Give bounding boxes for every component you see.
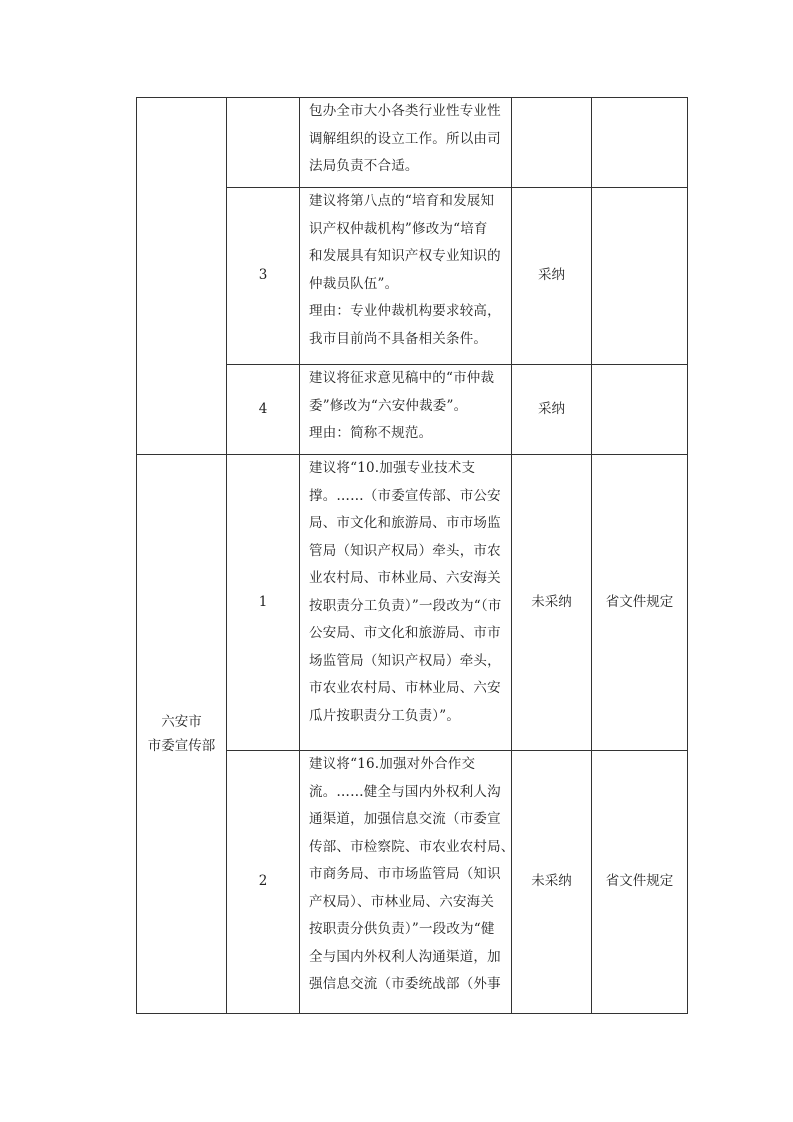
suggestion-line: 建议将“16.加强对外合作交 [309, 756, 476, 772]
suggestion-line: 市农业农村局、市林业局、六安 [309, 680, 501, 696]
department-cell-previous [137, 98, 227, 455]
adoption-result: 采纳 [512, 365, 592, 455]
suggestion-line: 撑。……（市委宣传部、市公安 [309, 487, 501, 504]
non-adoption-reason [592, 365, 688, 455]
suggestion-line: 按职责分供负责）”一段改为“健 [309, 921, 495, 937]
department-name-line: 六安市 [161, 714, 202, 730]
suggestion-line: 场监管局（知识产权局）牵头， [309, 652, 501, 669]
suggestion-cell [300, 365, 512, 455]
table-row [137, 455, 688, 751]
suggestion-line: 管局（知识产权局）牵头，市农 [309, 542, 501, 559]
suggestion-cell [300, 751, 515, 1014]
row-number: 1 [227, 455, 300, 751]
non-adoption-reason: 省文件规定 [592, 455, 688, 751]
suggestion-line: 我市目前尚不具备相关条件。 [309, 330, 488, 347]
suggestion-line: 流。……健全与国内外权利人沟 [309, 783, 501, 800]
adoption-result: 采纳 [512, 188, 592, 365]
suggestion-line: 仲裁员队伍”。 [309, 275, 399, 292]
adoption-result: 未采纳 [512, 751, 592, 1014]
suggestion-line: 理由：专业仲裁机构要求较高， [309, 303, 501, 319]
suggestion-line: 包办全市大小各类行业性专业性 [309, 103, 501, 119]
suggestion-line: 强信息交流（市委统战部（外事 [309, 976, 501, 992]
adoption-result: 未采纳 [512, 455, 592, 751]
suggestion-line: 按职责分工负责）”一段改为“（市 [309, 597, 502, 614]
row-number: 2 [227, 751, 300, 1014]
suggestion-line: 传部、市检察院、市农业农村局、 [309, 838, 515, 855]
suggestion-line: 法局负责不合适。 [309, 158, 419, 174]
opinions-table [136, 97, 688, 1014]
suggestion-line: 公安局、市文化和旅游局、市市 [309, 625, 501, 641]
suggestion-line: 建议将第八点的“培育和发展知 [309, 193, 495, 209]
suggestion-cell [300, 98, 512, 188]
suggestion-cell [300, 188, 512, 365]
suggestion-line: 建议将征求意见稿中的“市仲裁 [309, 370, 495, 386]
suggestion-line: 识产权仲裁机构”修改为“培育 [309, 220, 488, 237]
suggestion-line: 产权局）、市林业局、六安海关 [309, 893, 495, 910]
table-row [137, 98, 688, 188]
non-adoption-reason: 省文件规定 [592, 751, 688, 1014]
suggestion-line: 建议将“10.加强专业技术支 [309, 460, 476, 476]
department-name-line: 市委宣传部 [147, 738, 216, 754]
suggestion-line: 业农村局、市林业局、六安海关 [309, 570, 501, 586]
adoption-result [512, 98, 592, 188]
non-adoption-reason [592, 188, 688, 365]
suggestion-cell [300, 455, 512, 751]
suggestion-line: 理由：简称不规范。 [309, 425, 433, 441]
suggestion-line: 瓜片按职责分工负责）”。 [309, 707, 461, 724]
suggestion-line: 和发展具有知识产权专业知识的 [309, 248, 501, 264]
department-cell [137, 455, 227, 1014]
row-number: 4 [227, 365, 300, 455]
suggestion-line: 全与国内外权利人沟通渠道，加 [309, 948, 501, 965]
suggestion-line: 委”修改为“六安仲裁委”。 [309, 397, 468, 414]
suggestion-line: 调解组织的设立工作。所以由司 [309, 130, 501, 147]
suggestion-line: 通渠道，加强信息交流（市委宣 [309, 811, 501, 827]
row-number: 3 [227, 188, 300, 365]
suggestion-line: 市商务局、市市场监管局（知识 [309, 866, 501, 882]
non-adoption-reason [592, 98, 688, 188]
row-number [227, 98, 300, 188]
suggestion-line: 局、市文化和旅游局、市市场监 [309, 515, 501, 531]
